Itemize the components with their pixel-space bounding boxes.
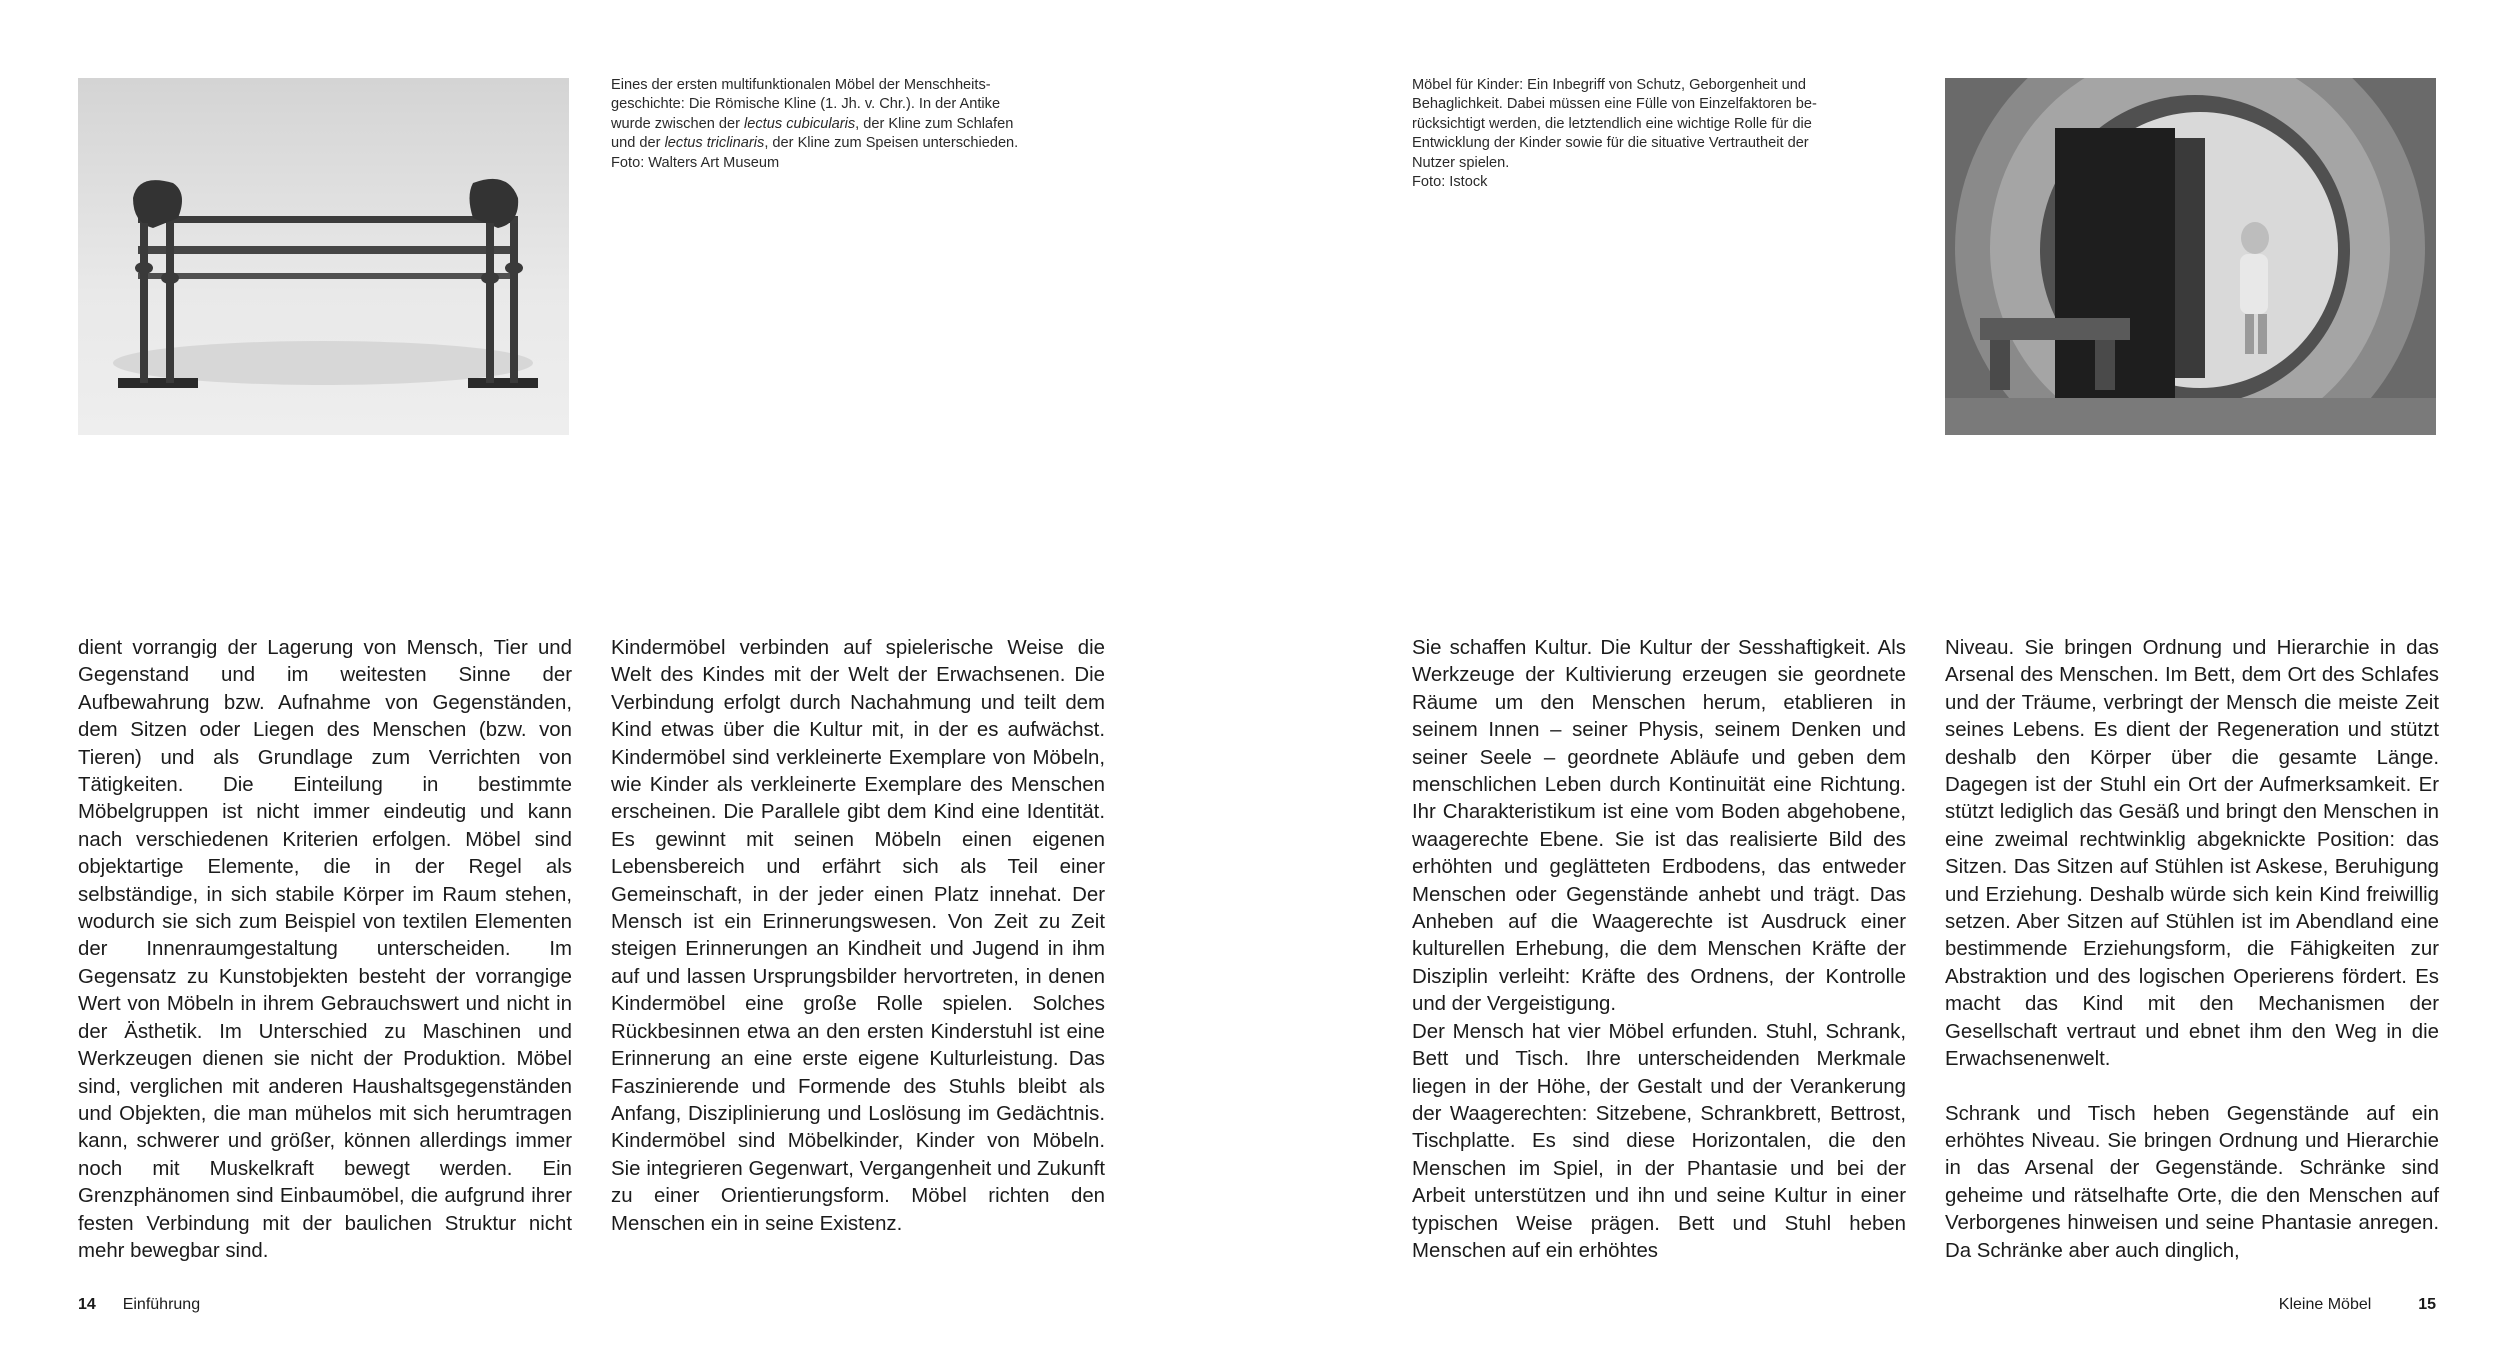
running-head: Kleine Möbel [2278, 1296, 2372, 1313]
roman-kline-photo [78, 78, 569, 435]
body-column-3 [1412, 635, 1906, 1265]
roman-kline-caption: Eines der ersten multifunktionalen Möbel der Menschheits- geschichte: Die Römische Kline (1. Jh. v. Chr.). In der Antike wurde zwischen der lectus cubicularis, der Kline zum Schlafen und der lectus triclinaris, der Kline zum Speisen unterschieden. Foto: Walters Art Museum [611, 77, 1019, 171]
body-paragraph: Kindermöbel verbinden auf spielerische Weise die Welt des Kindes mit der Welt der Erwachsenen. Die Verbindung erfolgt durch Nachahmung und teilt dem Kind etwas über die Kultur mit, in der es aufwächst. Kindermöbel sind verkleinerte Exemplare von Möbeln, wie Kinder als verkleinerte Exemplare des Menschen erscheinen. Die Parallele gibt dem Kind eine Identität. Es gewinnt mit seinen Möbeln einen eigenen Lebensbereich und erfährt sich als Teil einer Gemeinschaft, in der jeder einen Platz innehat. Der Mensch ist ein Erinnerungswesen. Von Zeit zu Zeit steigen Erinnerungen an Kindheit und Jugend in ihm auf und lassen Ursprungsbilder hervortreten, in denen Kindermöbel eine große Rolle spielen. Solches Rückbesinnen etwa an den ersten Kinderstuhl ist eine Erinnerung an eine erste eigene Kulturleistung. Das Faszinierende und Formende des Stuhls bleibt als Anfang, Disziplinierung und Loslösung im Gedächtnis. Kindermöbel sind Möbelkinder, Kinder von Möbeln. Sie integrieren Gegenwart, Vergangenheit und Zukunft zu einer Orientierungsform. Möbel richten den Menschen ein in seine Existenz. [611, 637, 1105, 1235]
body-paragraph: Der Mensch hat vier Möbel erfunden. Stuhl, Schrank, Bett und Tisch. Ihre unterscheidenden Merkmale liegen in der Höhe, der Gestalt und der Verankerung der Waagerechten: Sitzebene, Schrankbrett, Bettrost, Tischplatte. Es sind diese Horizontalen, die den Menschen im Spiel, in der Phantasie und bei der Arbeit unterstützen und ihn und seine Kultur in einer typischen Weise prägen. Bett und Stuhl heben Menschen auf ein erhöhtes [1412, 1020, 1906, 1262]
body-paragraph: Niveau. Sie bringen Ordnung und Hierarchie in das Arsenal des Menschen. Im Bett, dem Ort des Schlafes und der Träume, verbringt der Mensch die meiste Zeit seines Lebens. Es dient der Regeneration und stützt deshalb den Körper über die gesamte Länge. Dagegen ist der Stuhl ein Ort der Aufmerksamkeit. Er stützt lediglich das Gesäß und bringt den Menschen in eine zweimal rechtwinklig abgeknickte Position: das Sitzen. Das Sitzen auf Stühlen ist Askese, Beruhigung und Erziehung. Deshalb würde sich kein Kind freiwillig setzen. Aber Sitzen auf Stühlen ist im Abendland eine bestimmende Erziehungsform, die Fähigkeiten zur Abstraktion und des logischen Operierens fördert. Es macht das Kind mit den Mechanismen der Gesellschaft vertraut und ebnet ihm den Weg in die Erwachsenenwelt. [1945, 637, 2439, 1071]
body-column-4 [1945, 635, 2439, 1265]
body-paragraph: Sie schaffen Kultur. Die Kultur der Sesshaftigkeit. Als Werkzeuge der Kultivierung erzeugen sie geordnete Räume um den Menschen herum, etablieren in seinem Innen – seiner Physis, seinem Denken und seiner Seele – geordnete Abläufe und geben dem menschlichen Leben durch Kontinuität eine Richtung. Ihr Charakteristikum ist eine vom Boden abgehobene, waagerechte Ebene. Sie ist das realisierte Bild des erhöhten und geglätteten Erdbodens, das entweder Menschen oder Gegenstände anhebt und trägt. Das Anheben auf die Waagerechte ist Ausdruck einer kulturellen Erhebung, die dem Menschen Kräfte der Disziplin verleiht: Kräfte des Ordnens, der Kontrolle und der Vergeistigung. [1412, 637, 1906, 1016]
page-number: 15 [2418, 1296, 2436, 1313]
body-paragraph: Schrank und Tisch heben Gegenstände auf ein erhöhtes Niveau. Sie bringen Ordnung und Hierarchie in das Arsenal der Gegenstände. Schränke sind geheime und rätselhafte Orte, die den Menschen auf Verborgenes hinweisen und seine Phantasie anregen. Da Schränke aber auch dinglich, [1945, 1102, 2439, 1262]
body-column-2 [611, 635, 1105, 1238]
child-tunnel-photo [1945, 78, 2436, 435]
children-furniture-caption: Möbel für Kinder: Ein Inbegriff von Schutz, Geborgenheit und Behaglichkeit. Dabei müssen eine Fülle von Einzelfaktoren be- rücksichtigt werden, die letztendlich eine wichtige Rolle für die Entwicklung der Kinder sowie für die situative Vertrautheit der Nutzer spielen. Foto: Istock [1412, 77, 1817, 191]
body-paragraph: dient vorrangig der Lagerung von Mensch, Tier und Gegenstand und im weitesten Sinne der Aufbewahrung bzw. Aufnahme von Gegenständen, dem Sitzen oder Liegen des Menschen (bzw. von Tieren) und als Grundlage zum Verrichten von Tätigkeiten. Die Einteilung in bestimmte Möbelgruppen ist nicht immer eindeutig und kann nach verschiedenen Kriterien erfolgen. Möbel sind objektartige Elemente, die in der Regel als selbständige, in sich stabile Körper im Raum stehen, wodurch sie sich zum Beispiel von textilen Elementen der Innenraumgestaltung unterscheiden. Im Gegensatz zu Kunstobjekten besteht der vorrangige Wert von Möbeln in ihrem Gebrauchswert und nicht in der Ästhetik. Im Unterschied zu Maschinen und Werkzeugen dienen sie nicht der Produktion. Möbel sind, verglichen mit anderen Haushaltsgegenständen und Objekten, die man mühelos mit sich herumtragen kann, schwerer und größer, können allerdings immer noch mit Muskelkraft bewegt werden. Ein Grenzphänomen sind Einbaumöbel, die aufgrund ihrer festen Verbindung mit der baulichen Struktur nicht mehr bewegbar sind. [78, 637, 572, 1262]
page-number: 14 [78, 1296, 96, 1313]
right-folio [2279, 1296, 2436, 1314]
left-folio [78, 1296, 200, 1314]
body-column-1 [78, 635, 572, 1265]
running-head: Einführung [122, 1296, 201, 1313]
